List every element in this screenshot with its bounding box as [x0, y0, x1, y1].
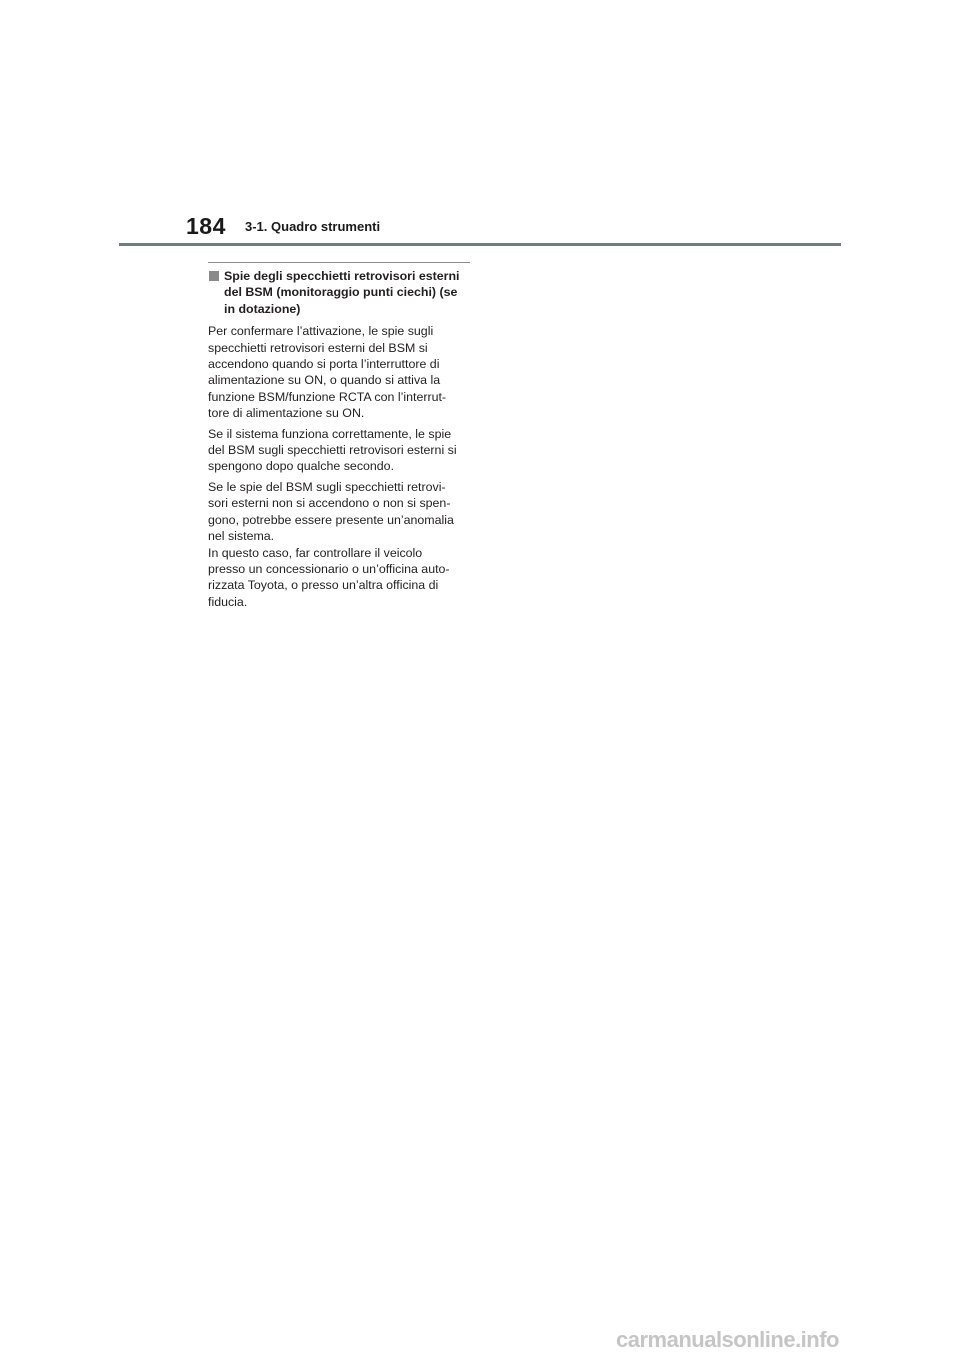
section-divider	[208, 262, 470, 263]
square-bullet-icon	[209, 271, 219, 281]
header-rule	[119, 243, 841, 246]
section-heading	[208, 268, 470, 317]
paragraph-malfunction: Se le spie del BSM sugli specchietti retrovi- sori esterni non si accendono o non si spen- gono, potrebbe essere presente un’anomalia nel sistema. In questo caso, far controllare il veicolo presso un concessionario o un’officina auto- rizzata Toyota, o presso un’altra officina di fiducia.	[208, 479, 454, 609]
main-content	[208, 262, 470, 614]
chapter-title: 3-1. Quadro strumenti	[245, 219, 381, 234]
paragraph-activation: Per confermare l’attivazione, le spie sugli specchietti retrovisori esterni del BSM si accendono quando si porta l’interruttore di alimentazione su ON, o quando si attiva la funzione BSM/funzione RCTA con l’interrut- tore di alimentazione su ON.	[208, 324, 447, 421]
section-heading-text: Spie degli specchietti retrovisori esterni del BSM (monitoraggio punti ciechi) (se in dotazione)	[224, 269, 460, 316]
watermark-logo[interactable]: carmanualsonline.info	[616, 1327, 839, 1352]
paragraph-normal-operation: Se il sistema funziona correttamente, le spie del BSM sugli specchietti retrovisori esterni si spengono dopo qualche secondo.	[208, 426, 457, 474]
page-number: 184	[186, 213, 226, 239]
